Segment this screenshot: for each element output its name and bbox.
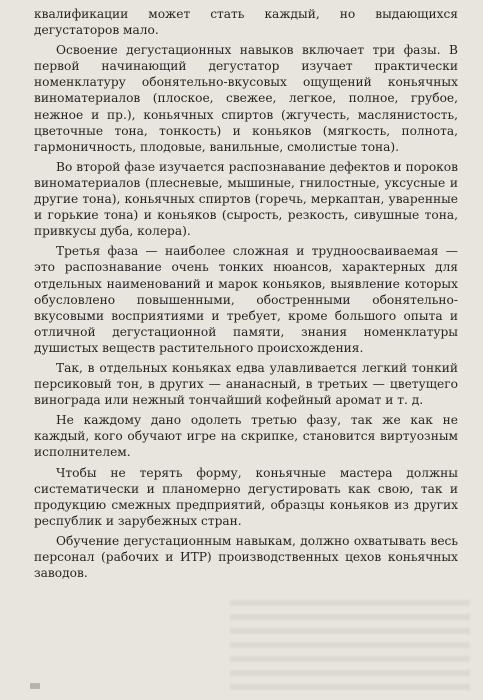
paragraph-second-phase: Во второй фазе изучается распознавание дефектов и пороков виноматериалов (плесневые, мышиные, гнилостные, уксусные и другие тона), коньячных спиртов (горечь, меркаптан, уваренные и горькие тона) и коньяков (сырость, резкость, сивушные тона, привкусы дуба, колера).	[34, 159, 458, 239]
paragraph-keep-form: Чтобы не терять форму, коньячные мастера должны систематически и планомерно дегустировать как свою, так и продукцию смежных предприятий, образцы коньяков из других республик и зарубежных стран.	[34, 465, 458, 528]
paragraph-continuation: квалификации может стать каждый, но выдающихся дегустаторов мало.	[34, 7, 458, 38]
paragraph-training-staff: Обучение дегустационным навыкам, должно охватывать весь персонал (рабочих и ИТР) производственных цехов коньячных заводов.	[34, 533, 458, 581]
paragraph-not-everyone: Не каждому дано одолеть третью фазу, так же как не каждый, кого обучают игре на скрипке, становится виртуозным исполнителем.	[34, 413, 458, 460]
paragraph-third-phase: Третья фаза — наиболее сложная и трудноосваиваемая — это распознавание очень тонких нюансов, характерных для отдельных наименований и марок коньяков, выявление которых обусловлено повышенными, обостренными обонятельно-вкусовыми восприятиями и требует, кроме большого опыта и отличной дегустационной памяти, знания номенклатуры душистых веществ растительного происхождения.	[34, 244, 458, 355]
bleed-through-texture	[230, 600, 470, 696]
page-corner-mark	[30, 683, 40, 689]
page-text	[34, 6, 458, 581]
paragraph-three-phases: Освоение дегустационных навыков включает три фазы. В первой начинающий дегустатор изучает практически номенклатуру обонятельно-вкусовых ощущений коньячных виноматериалов (плоское, свежее, легкое, полное, грубое, нежное и пр.), коньячных спиртов (жгучесть, маслянистость, цветочные тона, тонкость) и коньяков (мягкость, полнота, гармоничность, плодовые, ванильные, смолистые тона).	[34, 43, 458, 154]
paragraph-example-tones: Так, в отдельных коньяках едва улавливается легкий тонкий персиковый тон, в других — ананасный, в третьих — цветущего винограда или нежный тончайший кофейный аромат и т. д.	[34, 360, 458, 408]
